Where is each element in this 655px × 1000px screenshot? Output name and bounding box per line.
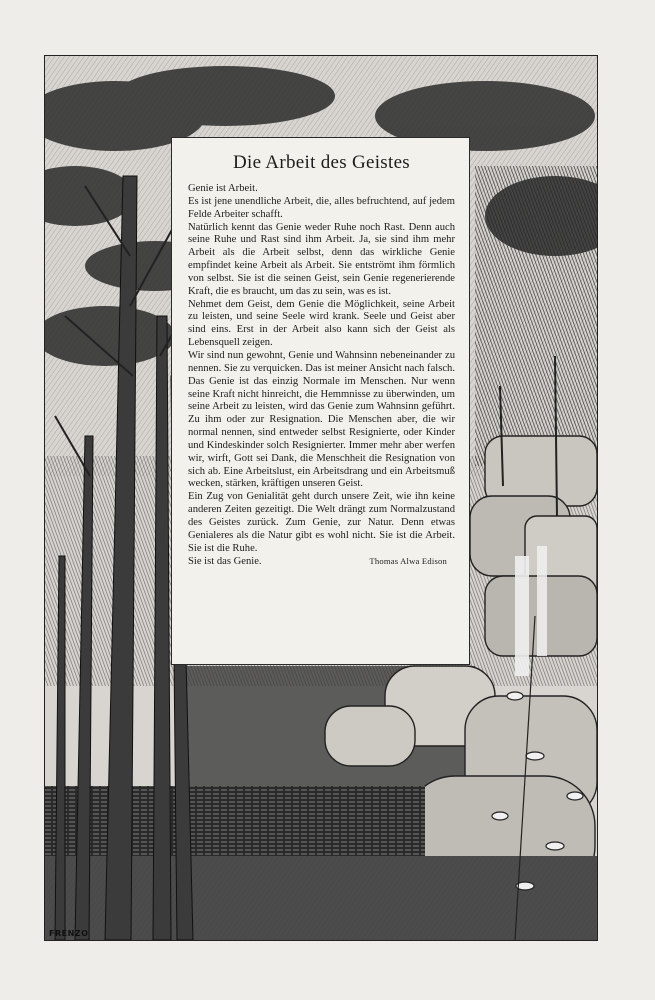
paragraph: Natürlich kennt das Genie weder Ruhe noch Rast. Denn auch seine Ruhe und Rast sind ihm Arbeit. Ja, sie sind ihm mehr Arbeit als die Arbeit selbst, denn das wirkliche Genie empfindet keine Arbeit als Arbeit. Sie entströmt ihm förmlich von selbst. Sie ist die seinen Geist, sein Genie regenerierende Kraft, die es braucht, um das zu sein, was es ist.	[188, 221, 455, 297]
paragraph: Wir sind nun gewohnt, Genie und Wahnsinn nebeneinander zu nennen. Sie zu verquicken. Das ist meiner Ansicht nach falsch. Das Genie ist das einzig Normale im Menschen. Nur wenn seine Kraft nicht hinreicht, die Hemmnisse zu überwinden, um seine Arbeit zu leisten, wird das Genie zum Wahnsinn geführt. Zu ihm oder zur Resignation. Die Menschen aber, die wir normal nennen, sind entweder selbst Resignierte, oder Kinder und Kindeskinder solch Resignierter. Immer mehr aber werfen wir, wirft, Gott sei Dank, die Menschheit die Resignation von sich ab. Eine Arbeitslust, ein Arbeitsdrang und ein Arbeitsmuß wecken, stärken, kräftigen unseren Geist.	[188, 349, 455, 490]
paragraph: Es ist jene unendliche Arbeit, die, alles befruchtend, auf jedem Felde Arbeiter schafft.	[188, 195, 455, 220]
paragraph: Nehmet dem Geist, dem Genie die Möglichkeit, seine Arbeit zu leisten, und seine Seele wird krank. Seele und Geist aber sind eins. Erst in der Arbeit also kann sich der Geist als Lebensquell zeigen.	[188, 298, 455, 349]
artist-monogram: FRENZO	[49, 929, 89, 938]
author-signature: Thomas Alwa Edison	[369, 556, 447, 567]
essay-body	[188, 183, 455, 569]
text-panel	[171, 137, 470, 665]
page-title: Die Arbeit des Geistes	[232, 152, 411, 173]
paragraph: Ein Zug von Genialität geht durch unsere Zeit, wie ihn keine anderen Zeiten gezeitigt. Die Welt drängt zum Normalzustand des Geistes zurück. Zum Genie, zur Natur. Denn etwas Genialeres als die Natur gibt es wohl nicht. Sie ist die Arbeit. Sie ist die Ruhe.	[188, 491, 455, 554]
closing-line: Sie ist das Genie.	[188, 556, 262, 568]
closing-row	[188, 555, 455, 569]
paragraph: Genie ist Arbeit.	[188, 183, 258, 194]
